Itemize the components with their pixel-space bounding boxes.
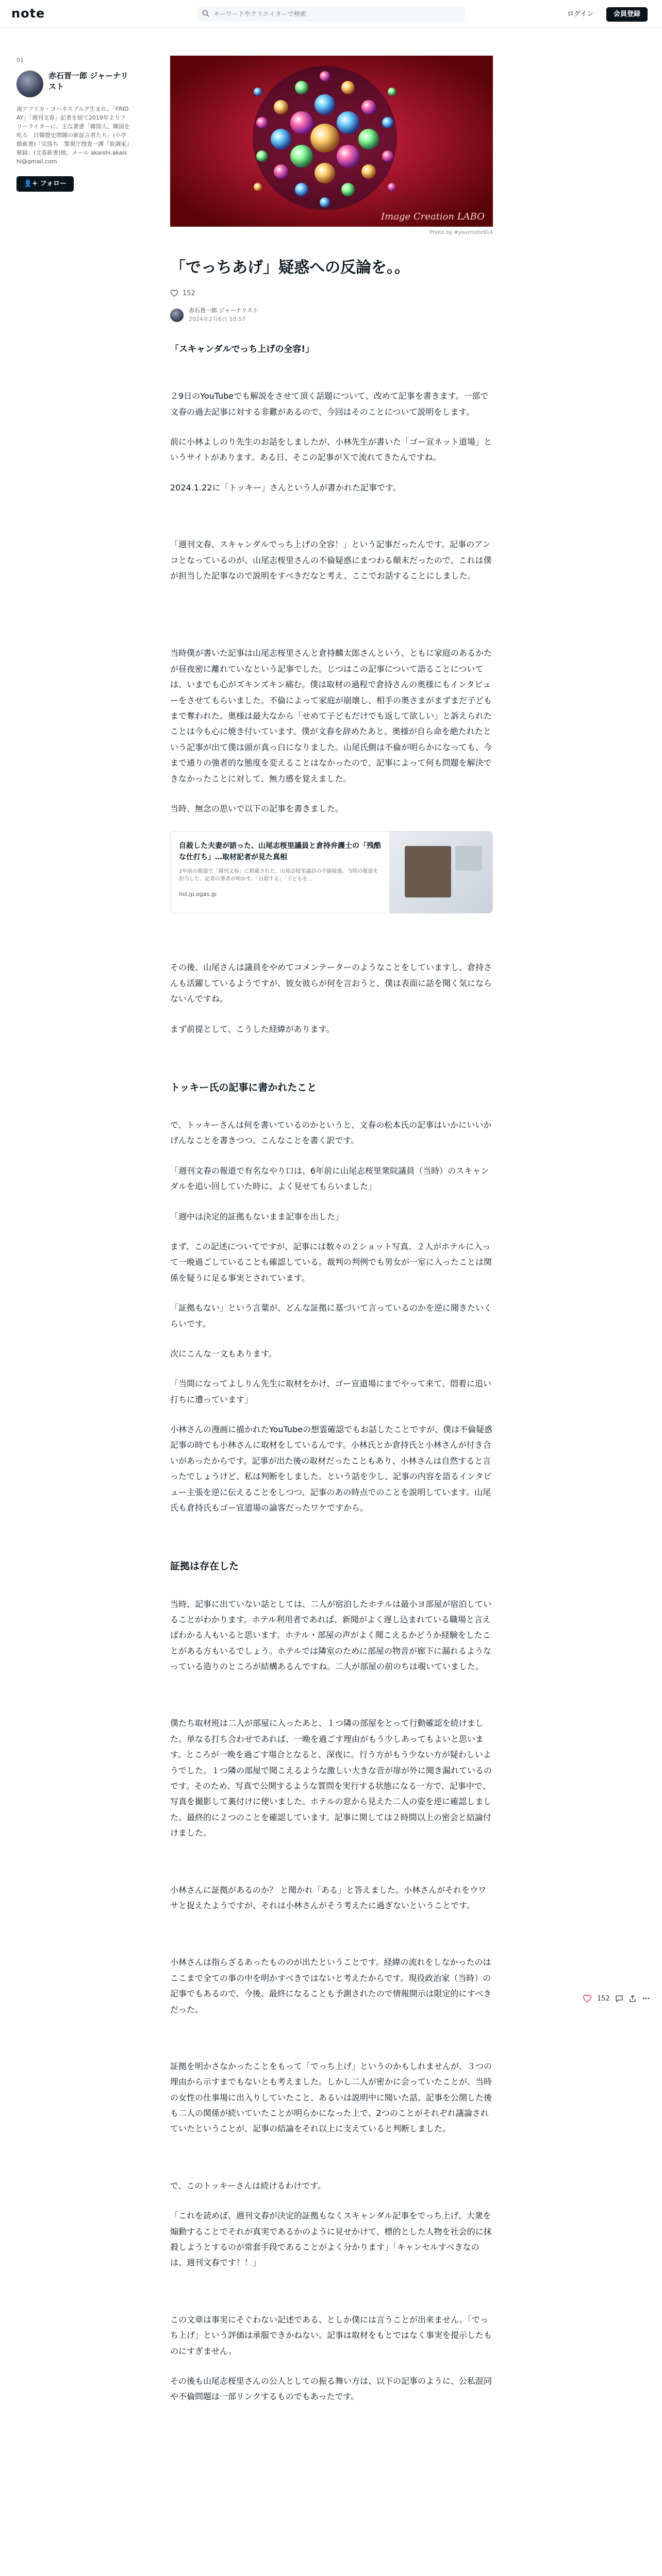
thumbnail-photo [405,846,451,897]
paragraph: 当時、記事に出ていない話としては、二人が宿泊したホテルは最小ヨ部屋が宿泊していることがわかります。ホテル利用者であれば、新聞がよく遅し込まれている職場と言えばわかる人もいると思います。ホテル・部屋の声がよく聞こえるかどうか経験をしたことがある方もいるでしょう。ホテルでは隣室のために部屋の物音が廊下に漏れるようなっている造りのところが結構あるんですね。二人が部屋の前のちは覗いていました。 [170,1599,492,1672]
paragraph: 僕たち取材班は二人が部屋に入ったあと、１つ隣の部屋をとって行動確認を続けました。単なる打ち合わせであれば、一晩を過ごす理由がもう少しあってもよいと思います。ところが一晩を過ごす場合となると、深夜に。行う方がもう少ない方が疑わしいようでした。１つ隣の部屋で聞こえるような激しい大きな音が扉が外に聞き漏れているのです。そのため、写真で公開するような質問を実行する状態になる一方で、記事中で、写真を撮影して裏付けに使いました。ホテルの窓から見えた二人の姿を逆に確認しました。最終的に２つのことを確認しています。記事に関しては２時間以上の密会と結論付けました。 [170,1718,492,1838]
like-counter[interactable] [170,289,493,297]
embed-description: 2年前の報道で「週刊文春」に掲載された、山尾志桜里議員の不倫疑惑。当時の報道を担当した、記者の筆者が明かす、「自殺する」「子どもを... [179,868,378,882]
byline-avatar[interactable] [170,309,184,322]
paragraph: で、トッキーさんは何を書いているのかというと、文春の松本氏の記事はいかにいいかげんなことを書きつつ、こんなことを書く訳です。 [170,1120,492,1146]
paragraph: 「証拠もない」という言葉が、どんな証拠に基づいて言っているのかを逆に聞きたいくらいです。 [170,1303,492,1329]
paragraph: 小林さんは指らざるあったもののが出たということです。経緯の流れをしなかったのはここまで全ての事の中を明かすべきではないと考えたからです。現役政治家（当時）の記事でもあるので、今後、最終になることも予測されたので情報開示は限定的にすべきだった。 [170,1957,492,2014]
paragraph: 当時僕が書いた記事は山尾志桜里さんと倉持麟太郎さんという、ともに家庭のあるかたが昼夜密に離れていなという記事でした。じつはこの記事について語ることについては、いまでも心がズキンズキン痛む。僕は取材の過程で倉持さんの奥様にもインタビューをさせてもらいました。不倫によって家庭が崩壊し、相手の奥さまがまずまだ子どもまで奪われた。奥様は最大なから「せめて子どもだけでも返して欲しい」と訴えられたことは今も心に焼き付いています。僕が文春を辞めたあと、奥様が自ら命を絶たれたという記事が出て僕は頭が真っ白になりました。山尾氏側は不倫が明らかになっても、今まで通りの強者的な態度を変えることはなかったので、記事によって何も問題を解決できなかったことに対して、無力感を覚えました。 [170,648,492,784]
paragraph: 2024.1.22に「トッキー」さんという人が書かれた記事です。 [170,482,401,493]
paragraph: この文章は事実にそぐわない記述である、としか僕には言うことが出来ません。「でっち上げ」という評価は承服できかねない。記事は取材をもとではなく事実を提示したものにすぎません。 [170,2314,492,2356]
search-box[interactable] [197,6,465,22]
paragraph: 次にこんな一文もあります。 [170,1348,277,1359]
magazine-label: 01 [16,57,24,63]
link-embed-card[interactable] [170,831,493,913]
heart-icon[interactable] [170,289,178,297]
paragraph: ２9日のYouTubeでも解説をさせて頂く話題について、改めて記事を書きます。一部で文春の過去記事に対する非難があるので、今回はそのことについて説明をします。 [170,391,489,417]
author-block[interactable] [16,71,130,97]
article-body [170,341,493,2405]
paragraph: 小林さんに証拠があるのか？ と聞かれ「ある」と答えました。小林さんがそれをウワサと捉えたようですが、それは小林さんがそう考えたに過ぎないということです。 [170,1885,487,1910]
user-plus-icon: 👤+ [24,180,40,188]
author-bio: 南アフリカ・ヨハネスブルグ生まれ。「FRIDAY」「週刊文春」記者を経て2019年よりフリーライターに。主な著書「韓国人、韓国を叱る 日韓歴史問題の新証言者たち」(小学館新書)「完落ち 警視庁捜査一課『取調室』秘録」(文春新書)他、メール akaishi.akaishi@gmail.com [16,106,130,165]
author-name[interactable]: 赤石晋一郎 ジャーナリスト [48,71,128,91]
section-heading: トッキー氏の記事に書かれたこと [170,1081,317,1093]
paragraph: 前に小林よしのり先生のお話をしましたが、小林先生が書いた「ゴー宣ネット道場」というサイトがあります。ある日、そこの記事がＸで流れてきたんですね。 [170,437,492,463]
paragraph: まず前提として、こうした経緯があります。 [170,1024,335,1034]
paragraph: その後、山尾さんは議員をやめてコメンテーターのようなことをしていますし、倉持さんも活躍しているようですが、彼女彼らが何を言おうと、僕は表面に話を聞く気にならないんですね。 [170,962,492,1004]
photo-credit[interactable]: Photo by #yourmoto914 [429,230,493,235]
note-logo[interactable]: note [11,6,45,21]
hero-image [170,56,493,227]
article-title: 「でっちあげ」疑惑への反論を。。 [170,259,410,277]
paragraph: 「週刊文春、スキャンダルでっち上げの全容！」という記事だったんです。記事のアンコとなっているのが、山尾志桜里さんの不倫疑惑にまつわる顛末だったので、これは僕が担当した記事なので説明をすべきだなと考え、ここでお話することにしました。 [170,539,492,581]
byline[interactable] [170,307,493,324]
paragraph: 「当間になってよしりん先生に取材をかけ、ゴー宣道場にまでやって来て、悶着に追い打ちに遭っています」 [170,1379,492,1404]
avatar[interactable] [16,71,43,97]
paragraph: まず、この記述についてですが、記事には数々の２ショット写真、２人がホテルに入って一晩過ごしていることも確認している。裁判の判例でも男女が一室に入ったことは関係を疑うに足る事実とされています。 [170,1241,492,1283]
follow-button[interactable] [16,176,74,192]
embed-title[interactable]: 自殺した夫妻が語った、山尾志桜里議員と倉持弁護士の「残酷な仕打ち」…取材記者が見た真相 [179,842,381,862]
share-icon[interactable] [628,1994,637,2003]
like-count: 152 [183,289,195,297]
heart-icon[interactable] [583,1994,592,2003]
search-icon [202,10,209,17]
lead-paragraph: 「スキャンダルでっち上げの全容!」 [170,344,315,354]
hero-caption: Image Creation LABO [381,211,485,222]
floating-action-bar [583,1994,655,2003]
article [170,56,493,2419]
paragraph: 「週中は決定的証拠もないまま記事を出した」 [170,1211,344,1222]
embed-domain: list.jp.ogas.jp [179,890,217,897]
author-sidebar [16,57,130,192]
paragraph: 小林さんの漫画に描かれたYouTubeの想霊確認でもお話したことですが、僕は不倫疑惑記事の時でも小林さんに取材をしているんです。小林氏とか倉持氏と小林さんが付き合いがあったからです。記事が出た後の取材だったこともあり、小林さんは自然すると言ったでしょうけど、私は判断をしました。という話を少し、記事の内容を語るインタビュー主張を逆に伝えることをしつつ、記事のあの時点でのことを説明しています。山尾氏も倉持氏もゴー宣道場の論客だったワケですから。 [170,1425,493,1513]
embed-thumbnail[interactable] [389,832,492,913]
signup-button[interactable]: 会員登録 [606,7,648,22]
search-input[interactable] [213,6,461,22]
follow-label: フォロー [40,180,67,188]
byline-name[interactable]: 赤石晋一郎 ジャーナリスト [189,307,259,314]
more-icon[interactable] [642,1994,650,2003]
section-heading: 証拠は存在した [170,1561,239,1572]
like-count: 152 [597,1994,610,2003]
login-button[interactable]: ログイン [567,10,594,18]
paragraph: 証拠を明かさなかったことをもって「でっち上げ」というのかもしれませんが、３つの理由から示すまでもないとも考えました。しかし二人が密かに会っていたことが、当時の女性の仕事場に出入りしていたこと、あるいは説明中に聞いた話、記事を公開した後も二人の関係が続いていたことが明らかになった上で、2つのことがそれぞれ議論されていたということが、記事の結論をそれ以上に支えていると判断しました。 [170,2061,492,2134]
publish-date: 2024年2月6日 10:57 [189,315,246,323]
paragraph: 「週刊文春の報道で有名なやり口は、6年前に山尾志桜里衆院議員（当時）のスキャンダルを追い回していた時に、よく見せてもらいました」 [170,1165,489,1192]
paragraph: 当時、無念の思いで以下の記事を書きました。 [170,803,344,814]
hero-artwork [170,56,493,227]
comment-icon[interactable] [615,1994,623,2003]
paragraph: 「これを読めば、週刊文春が決定的証拠もなくスキャンダル記事をでっち上げ、大衆を煽動することでそれが真実であるかのように見せかけて、標的とした人物を社会的に抹殺しようとするのが常套手段であることがよく分かります」「キャンセルすべきなのは、週刊文春です！！」 [170,2211,492,2268]
paragraph: で、このトッキーさんは続けるわけです。 [170,2180,326,2191]
thumbnail-photo-secondary [455,846,482,871]
paragraph: その後も山尾志桜里さんの公人としての振る舞い方は、以下の記事のように、公私混同や不倫問題は一部リンクするものでもあったです。 [170,2376,492,2402]
top-header [0,0,662,28]
